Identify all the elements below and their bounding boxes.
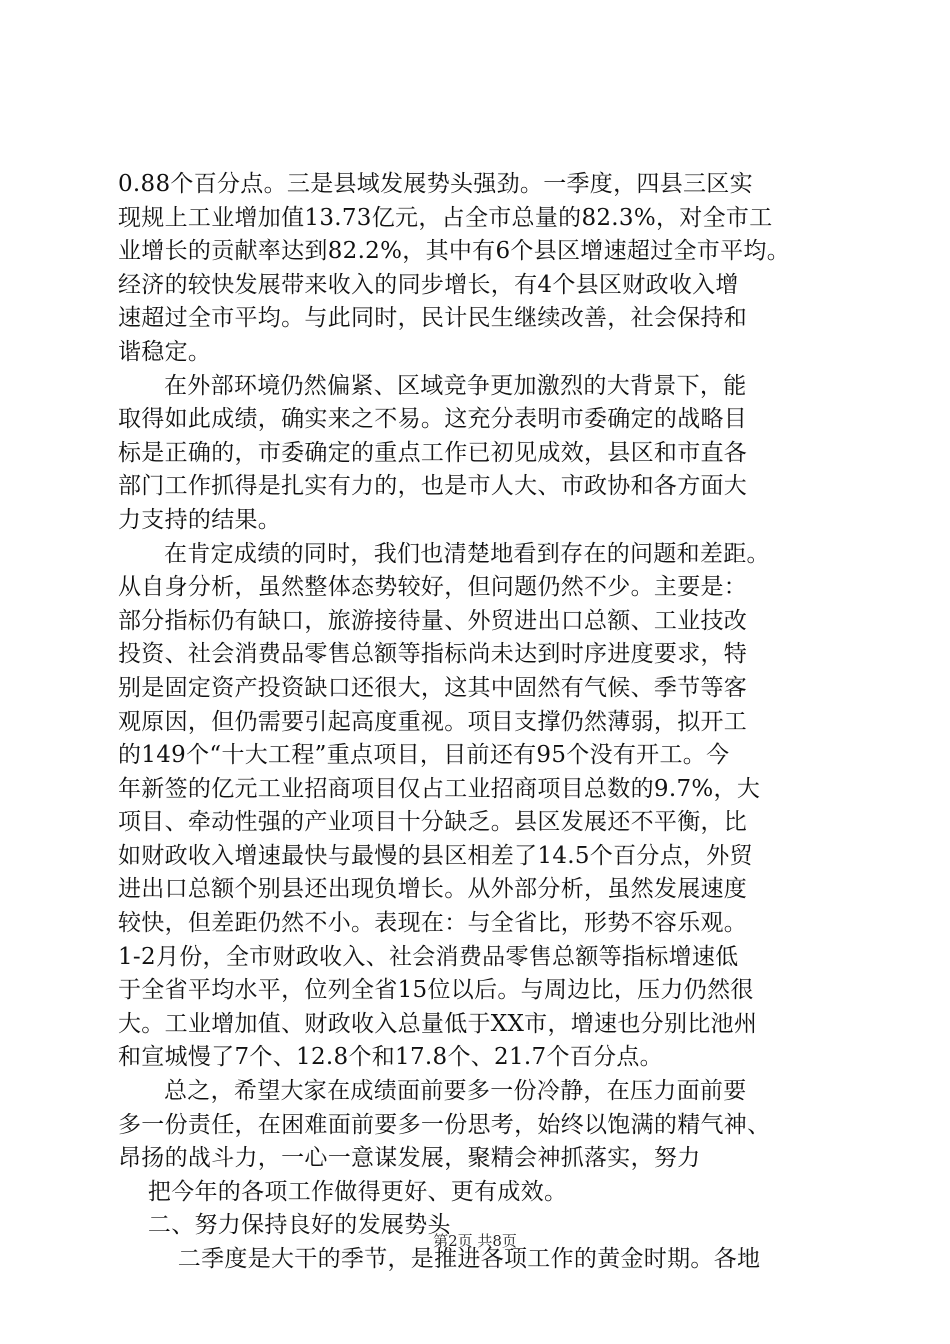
text-line: 二、努力保持良好的发展势头: [147, 1212, 451, 1239]
text-line: 力支持的结果。: [118, 506, 282, 533]
text-line: 在肯定成绩的同时，我们也清楚地看到存在的问题和差距。: [164, 540, 770, 567]
text-line: 昂扬的战斗力，一心一意谋发展，聚精会神抓落实，努力: [118, 1145, 701, 1172]
text-line: 于全省平均水平，位列全省15位以后。与周边比，压力仍然很: [118, 977, 754, 1004]
text-line: 1-2月份，全市财政收入、社会消费品零售总额等指标增速低: [118, 943, 739, 970]
text-line: 进出口总额个别县还出现负增长。从外部分析，虽然发展速度: [118, 876, 748, 903]
text-line: 别是固定资产投资缺口还很大，这其中固然有气候、季节等客: [118, 674, 748, 701]
text-line: 谐稳定。: [118, 338, 212, 365]
text-line: 大。工业增加值、财政收入总量低于XX市，增速也分别比池州: [118, 1010, 758, 1037]
text-line: 业增长的贡献率达到82.2%，其中有6个县区增速超过全市平均。: [118, 238, 790, 265]
text-line: 较快，但差距仍然不小。表现在：与全省比，形势不容乐观。: [118, 910, 748, 937]
text-line: 速超过全市平均。与此同时，民计民生继续改善，社会保持和: [118, 305, 748, 332]
text-line: 标是正确的，市委确定的重点工作已初见成效，县区和市直各: [118, 439, 748, 466]
text-line: 年新签的亿元工业招商项目仅占工业招商项目总数的9.7%，大: [118, 775, 761, 802]
page-footer: 第2页 共8页: [433, 1232, 517, 1250]
text-line: 项目、牵动性强的产业项目十分缺乏。县区发展还不平衡，比: [118, 809, 748, 836]
text-line: 二季度是大干的季节，是推进各项工作的黄金时期。各地: [177, 1246, 761, 1272]
text-line: 现规上工业增加值13.73亿元，占全市总量的82.3%，对全市工: [118, 204, 773, 231]
text-line: 的149个“十大工程”重点项目，目前还有95个没有开工。今: [118, 742, 730, 769]
document-body: [118, 168, 838, 1277]
text-line: 从自身分析，虽然整体态势较好，但问题仍然不少。主要是：: [118, 574, 748, 601]
text-line: 部门工作抓得是扎实有力的，也是市人大、市政协和各方面大: [118, 473, 748, 500]
text-line: 在外部环境仍然偏紧、区域竞争更加激烈的大背景下，能: [164, 372, 747, 399]
text-line: 和宣城慢了7个、12.8个和17.8个、21.7个百分点。: [118, 1044, 663, 1071]
text-line: 投资、社会消费品零售总额等指标尚未达到时序进度要求，特: [118, 641, 748, 668]
text-line: 经济的较快发展带来收入的同步增长，有4个县区财政收入增: [118, 271, 739, 298]
text-line: 总之，希望大家在成绩面前要多一份冷静，在压力面前要: [164, 1078, 747, 1105]
text-line: 把今年的各项工作做得更好、更有成效。: [147, 1178, 568, 1205]
text-line: 如财政收入增速最快与最慢的县区相差了14.5个百分点，外贸: [118, 842, 753, 869]
text-line: 多一份责任，在困难面前要多一份思考，始终以饱满的精气神、: [118, 1111, 771, 1138]
text-line: 0.88个百分点。三是县域发展势头强劲。一季度，四县三区实: [118, 171, 753, 197]
text-line: 观原因，但仍需要引起高度重视。项目支撑仍然薄弱，拟开工: [118, 708, 748, 735]
text-line: 取得如此成绩，确实来之不易。这充分表明市委确定的战略目: [118, 406, 748, 433]
text-line: 部分指标仍有缺口，旅游接待量、外贸进出口总额、工业技改: [118, 607, 748, 634]
